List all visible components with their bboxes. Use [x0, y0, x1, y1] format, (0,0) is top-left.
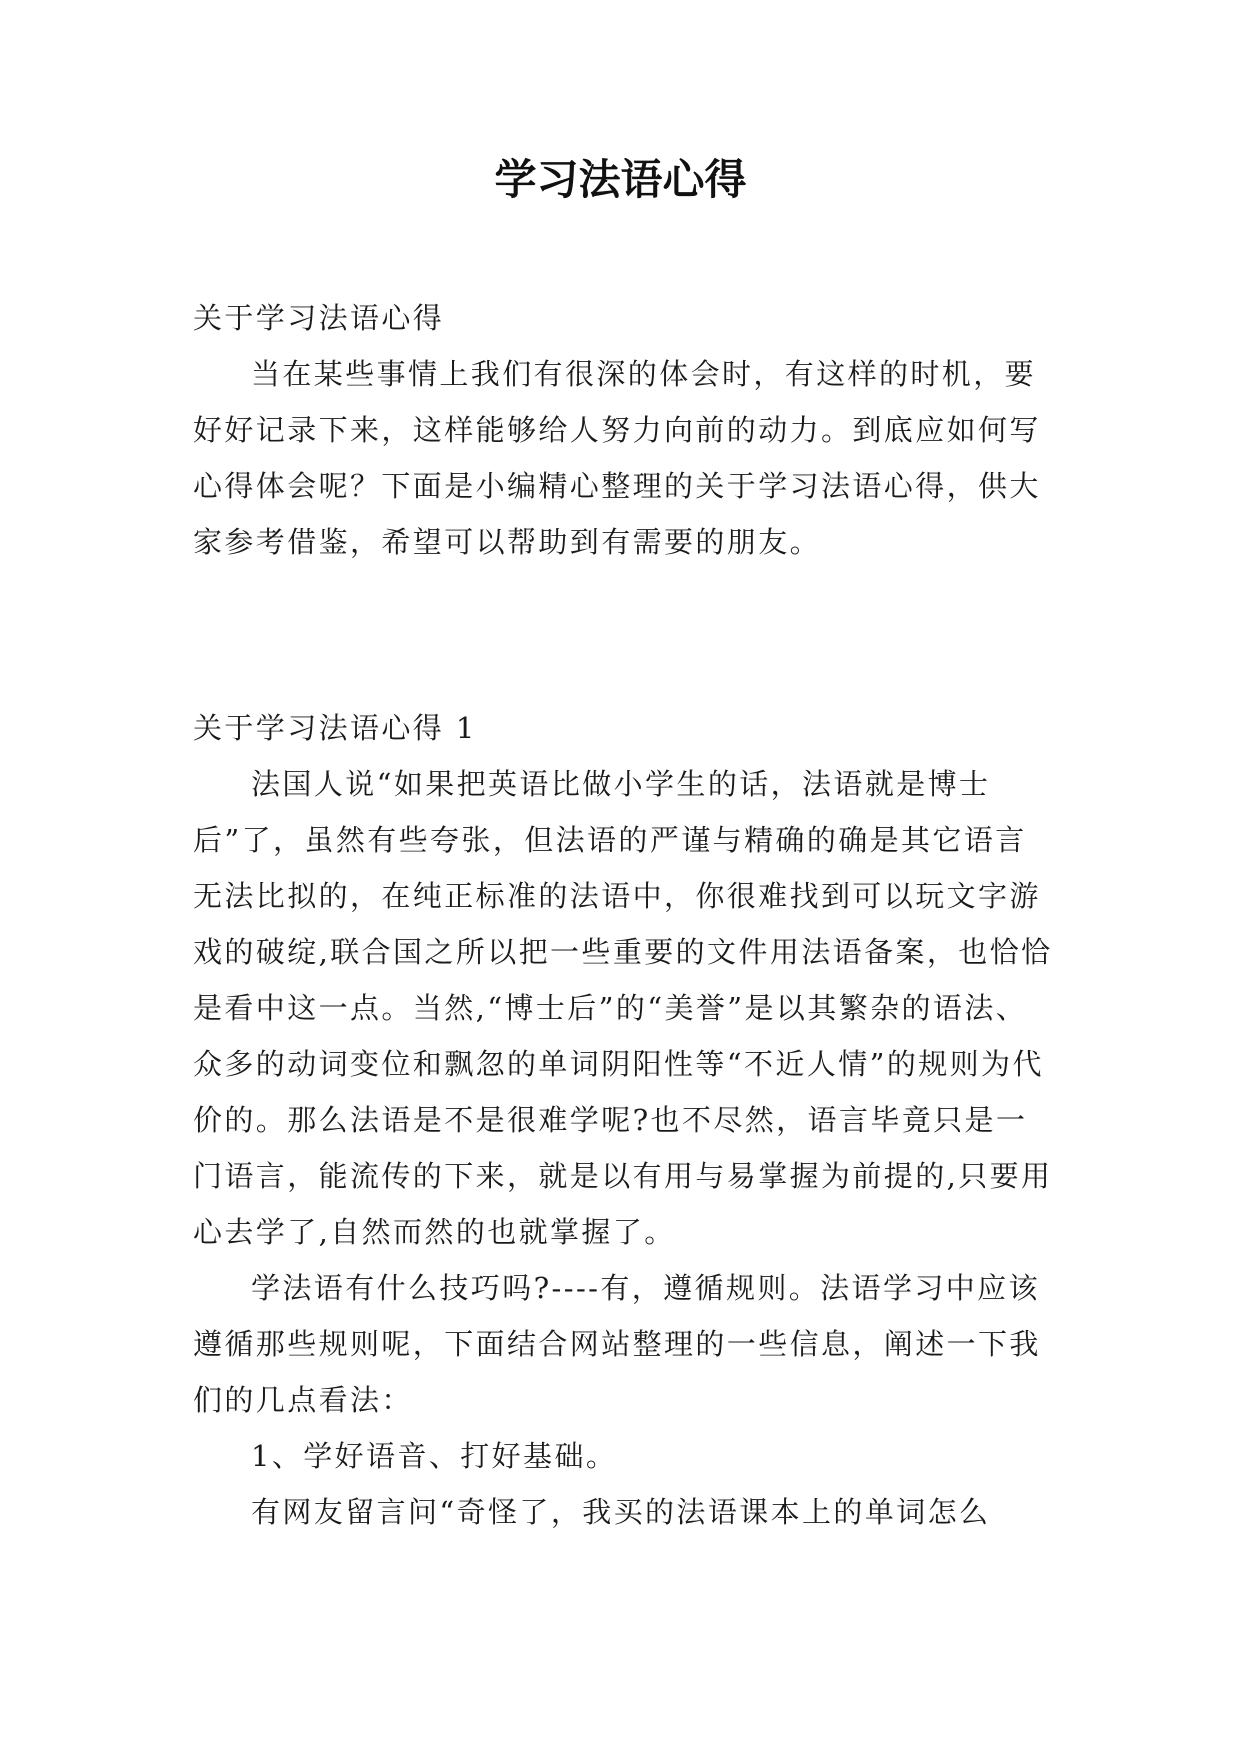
section-1-paragraph: 学法语有什么技巧吗?----有，遵循规则。法语学习中应该遵循那些规则呢，下面结合网站整理的一些信息，阐述一下我们的几点看法： — [193, 1271, 1041, 1417]
section-1-heading: 关于学习法语心得 1 — [193, 711, 477, 745]
intro-heading: 关于学习法语心得 — [193, 301, 445, 335]
section-1-paragraph: 法国人说“如果把英语比做小学生的话，法语就是博士后”了，虽然有些夸张，但法语的严谨与精确的确是其它语言无法比拟的，在纯正标准的法语中，你很难找到可以玩文字游戏的破绽,联合国之所以把一些重要的文件用法语备案，也恰恰是看中这一点。当然,“博士后”的“美誉”是以其繁杂的语法、众多的动词变位和飘忽的单词阴阳性等“不近人情”的规则为代价的。那么法语是不是很难学呢?也不尽然，语言毕竟只是一门语言，能流传的下来，就是以有用与易掌握为前提的,只要用心去学了,自然而然的也就掌握了。 — [193, 767, 1053, 1249]
section-1 — [193, 700, 1055, 1540]
section-1-list-item: 1、学好语音、打好基础。 — [251, 1439, 618, 1473]
section-1-paragraph: 有网友留言问“奇怪了，我买的法语课本上的单词怎么 — [251, 1495, 991, 1529]
intro-paragraph: 当在某些事情上我们有很深的体会时，有这样的时机，要好好记录下来，这样能够给人努力向前的动力。到底应如何写心得体会呢？下面是小编精心整理的关于学习法语心得，供大家参考借鉴，希望可以帮助到有需要的朋友。 — [193, 357, 1041, 559]
intro-section — [193, 290, 1055, 570]
document-title: 学习法语心得 — [494, 155, 747, 204]
